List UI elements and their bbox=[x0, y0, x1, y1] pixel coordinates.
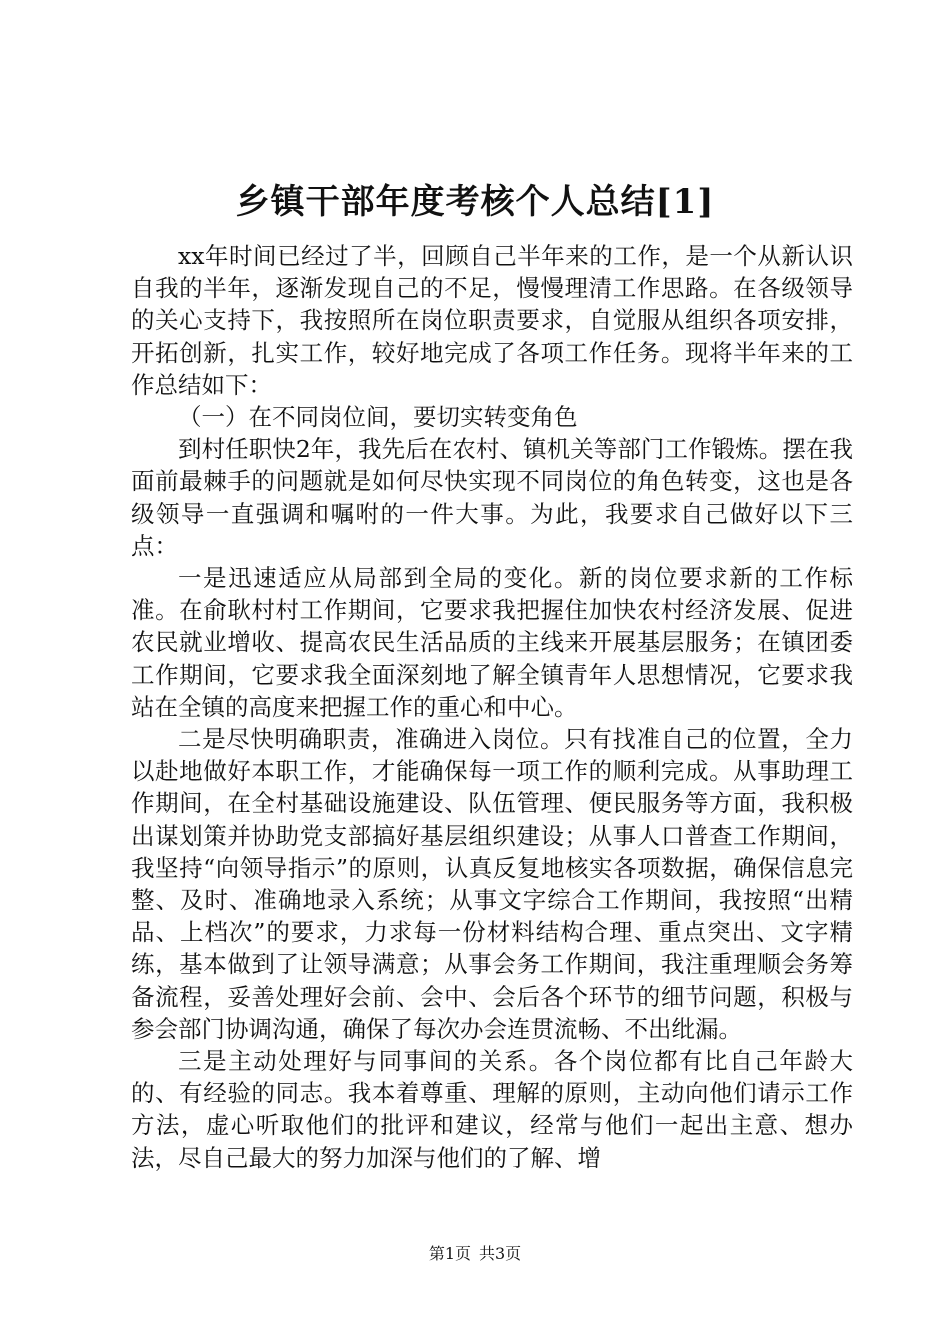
paragraph-point-2: 二是尽快明确职责，准确进入岗位。只有找准自己的位置，全力以赴地做好本职工作，才能确保每一项工作的顺利完成。从事助理工作期间，在全村基础设施建设、队伍管理、便民服务等方面，我积极出谋划策并协助党支部搞好基层组织建设；从事人口普查工作期间，我坚持“向领导指示”的原则，认真反复地核实各项数据，确保信息完整、及时、准确地录入系统；从事文字综合工作期间，我按照“出精品、上档次”的要求，力求每一份材料结构合理、重点突出、文字精练，基本做到了让领导满意；从事会务工作期间，我注重理顺会务筹备流程，妥善处理好会前、会中、会后各个环节的细节问题，积极与参会部门协调沟通，确保了每次办会连贯流畅、不出纰漏。 bbox=[131, 725, 853, 1043]
paragraph-role-change: 到村任职快2年，我先后在农村、镇机关等部门工作锻炼。摆在我面前最棘手的问题就是如何尽快实现不同岗位的角色转变，这也是各级领导一直强调和嘱咐的一件大事。为此，我要求自己做好以下三点： bbox=[131, 435, 853, 560]
paragraph-point-3: 三是主动处理好与同事间的关系。各个岗位都有比自己年龄大的、有经验的同志。我本着尊重、理解的原则，主动向他们请示工作方法，虚心听取他们的批评和建议，经常与他们一起出主意、想办法，尽自己最大的努力加深与他们的了解、增 bbox=[131, 1047, 853, 1172]
document-body bbox=[131, 240, 853, 1174]
paragraph-intro: xx年时间已经过了半，回顾自己半年来的工作，是一个从新认识自我的半年，逐渐发现自己的不足，慢慢理清工作思路。在各级领导的关心支持下，我按照所在岗位职责要求，自觉服从组织各项安排，开拓创新，扎实工作，较好地完成了各项工作任务。现将半年来的工作总结如下： bbox=[131, 242, 853, 399]
paragraph-point-1: 一是迅速适应从局部到全局的变化。新的岗位要求新的工作标准。在俞耿村村工作期间，它要求我把握住加快农村经济发展、促进农民就业增收、提高农民生活品质的主线来开展基层服务；在镇团委工作期间，它要求我全面深刻地了解全镇青年人思想情况，它要求我站在全镇的高度来把握工作的重心和中心。 bbox=[131, 564, 853, 721]
section-heading-1: （一）在不同岗位间，要切实转变角色 bbox=[178, 403, 578, 432]
page-number-total: 共3页 bbox=[479, 1244, 522, 1263]
document-title: 乡镇干部年度考核个人总结[1] bbox=[235, 182, 715, 222]
page-footer bbox=[0, 1243, 950, 1265]
page-number-current: 第1页 bbox=[428, 1244, 471, 1263]
